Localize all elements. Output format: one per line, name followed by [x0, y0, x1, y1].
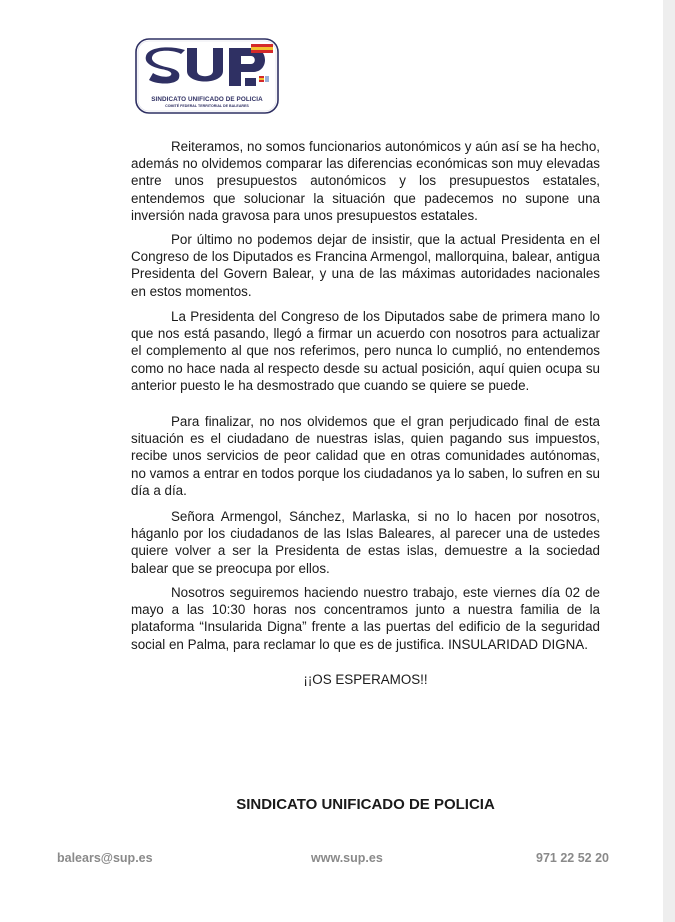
- paragraph: Por último no podemos dejar de insistir, que la actual Presidenta en el Congreso de los Diputados es Francina Armengol, mallorquina, balear, antigua Presidenta del Govern Balear, y una de las máximas autoridades nacionales en estos momentos.: [131, 232, 600, 299]
- footer-email[interactable]: balears@sup.es: [57, 851, 153, 865]
- logo-caption: SINDICATO UNIFICADO DE POLICIA: [151, 96, 263, 103]
- closing-line: ¡¡OS ESPERAMOS!!: [303, 672, 428, 687]
- logo-subcaption: COMITÉ FEDERAL TERRITORIAL DE BALEARES: [165, 104, 249, 108]
- paragraph: Reiteramos, no somos funcionarios autonómicos y aún así se ha hecho, además no olvidemos comparar las diferencias económicas son muy elevadas entre unos presupuestos autonómicos y los presupuestos estatales, entendemos que solucionar la situación que padecemos no supone una inversión nada gravosa para unos presupuestos estatales.: [131, 139, 600, 223]
- paragraph: Señora Armengol, Sánchez, Marlaska, si no lo hacen por nosotros, háganlo por los ciudadanos de las Islas Baleares, al parecer una de ustedes quiere volver a ser la Presidenta de estas islas, demuestre a la sociedad balear que se preocupa por ellos.: [131, 509, 600, 576]
- paragraph: La Presidenta del Congreso de los Diputados sabe de primera mano lo que nos está pasando, llegó a firmar un acuerdo con nosotros para actualizar el complemento al que nos referimos, pero nunca lo cumplió, no entendemos como no hace nada al respecto desde su actual posición, aquí quien ocupa su anterior puesto le ha desmostrado que cuando se quiere se puede.: [131, 309, 600, 393]
- sup-logo: [135, 38, 279, 114]
- footer-phone: 971 22 52 20: [536, 851, 609, 865]
- paragraph: Nosotros seguiremos haciendo nuestro trabajo, este viernes día 02 de mayo a las 10:30 horas nos concentramos junto a nuestra familia de la plataforma “Insularida Digna” frente a las puertas del edificio de la seguridad social en Palma, para reclamar lo que es de justifica. INSULARIDAD DIGNA.: [131, 585, 600, 652]
- signature: SINDICATO UNIFICADO DE POLICIA: [236, 796, 495, 813]
- footer-website[interactable]: www.sup.es: [311, 851, 383, 865]
- paragraph: Para finalizar, no nos olvidemos que el gran perjudicado final de esta situación es el ciudadano de nuestras islas, quien pagando sus impuestos, recibe unos servicios de peor calidad que en otras comunidades autónomas, no vamos a entrar en todos porque los ciudadanos ya lo saben, lo sufren en su día a día.: [131, 414, 600, 498]
- viewer-gutter: [663, 0, 675, 922]
